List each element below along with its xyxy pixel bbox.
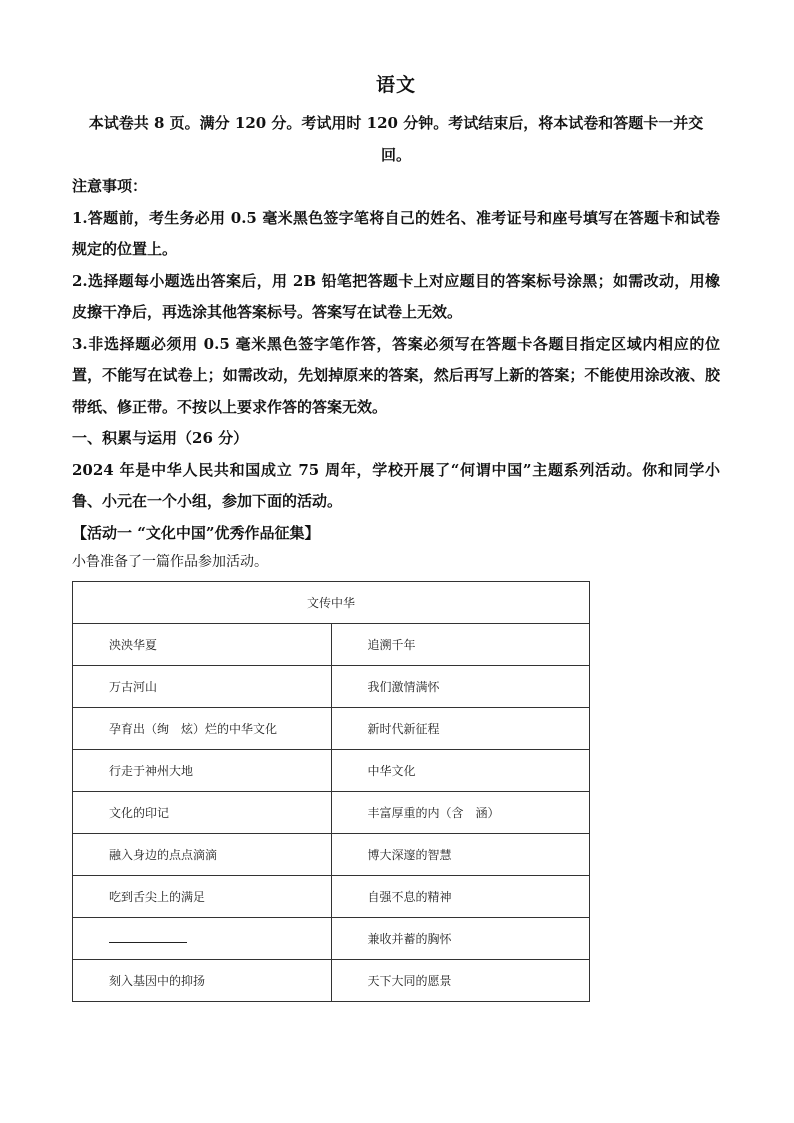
activity-title: 【活动一 “文化中国”优秀作品征集】 <box>72 523 320 542</box>
table-row <box>73 708 590 750</box>
table-cell-right: 自强不息的精神 <box>331 876 590 918</box>
table-row <box>73 834 590 876</box>
works-table <box>72 581 590 1002</box>
table-cell-right: 追溯千年 <box>331 624 590 666</box>
table-header: 文传中华 <box>73 582 590 624</box>
table-cell-left-blank <box>73 918 332 960</box>
table-cell-right: 丰富厚重的内（含 涵） <box>331 792 590 834</box>
table-cell-right: 中华文化 <box>331 750 590 792</box>
table-row <box>73 750 590 792</box>
table-cell-right: 我们激情满怀 <box>331 666 590 708</box>
notice-item-1: 1.答题前，考生务必用 0.5 毫米黑色签字笔将自己的姓名、准考证号和座号填写在答题卡和试卷规定的位置上。 <box>72 208 720 258</box>
section-title: 一、积累与运用（26 分） <box>72 429 249 447</box>
answer-blank <box>109 934 187 943</box>
exam-intro: 本试卷共 8 页。满分 120 分。考试用时 120 分钟。考试结束后，将本试卷和答题卡一并交回。 <box>88 114 704 164</box>
table-cell-left: 万古河山 <box>73 666 332 708</box>
table-row <box>73 666 590 708</box>
table-row <box>73 624 590 666</box>
table-header-row <box>73 582 590 624</box>
section-intro: 2024 年是中华人民共和国成立 75 周年，学校开展了“何谓中国”主题系列活动。你和同学小鲁、小元在一个小组，参加下面的活动。 <box>72 460 720 510</box>
activity-note: 小鲁准备了一篇作品参加活动。 <box>72 554 268 570</box>
table-cell-left: 行走于神州大地 <box>73 750 332 792</box>
table-row <box>73 960 590 1002</box>
table-cell-right: 博大深邃的智慧 <box>331 834 590 876</box>
table-row <box>73 918 590 960</box>
notice-item-2: 2.选择题每小题选出答案后，用 2B 铅笔把答题卡上对应题目的答案标号涂黑；如需改动，用橡皮擦干净后，再选涂其他答案标号。答案写在试卷上无效。 <box>72 271 720 321</box>
table-row <box>73 876 590 918</box>
exam-page <box>72 64 720 1002</box>
table-cell-left: 泱泱华夏 <box>73 624 332 666</box>
table-cell-right: 天下大同的愿景 <box>331 960 590 1002</box>
table-cell-right: 新时代新征程 <box>331 708 590 750</box>
table-cell-right: 兼收并蓄的胸怀 <box>331 918 590 960</box>
table-cell-left: 文化的印记 <box>73 792 332 834</box>
notice-item-3: 3.非选择题必须用 0.5 毫米黑色签字笔作答，答案必须写在答题卡各题目指定区域内相应的位置，不能写在试卷上；如需改动，先划掉原来的答案，然后再写上新的答案；不能使用涂改液、胶带纸、修正带。不按以上要求作答的答案无效。 <box>72 334 720 416</box>
table-cell-left: 孕育出（绚 炫）烂的中华文化 <box>73 708 332 750</box>
notice-heading: 注意事项： <box>72 177 148 195</box>
table-cell-left: 吃到舌尖上的满足 <box>73 876 332 918</box>
table-cell-left: 刻入基因中的抑扬 <box>73 960 332 1002</box>
table-cell-left: 融入身边的点点滴滴 <box>73 834 332 876</box>
page-title: 语文 <box>375 74 416 96</box>
table-row <box>73 792 590 834</box>
